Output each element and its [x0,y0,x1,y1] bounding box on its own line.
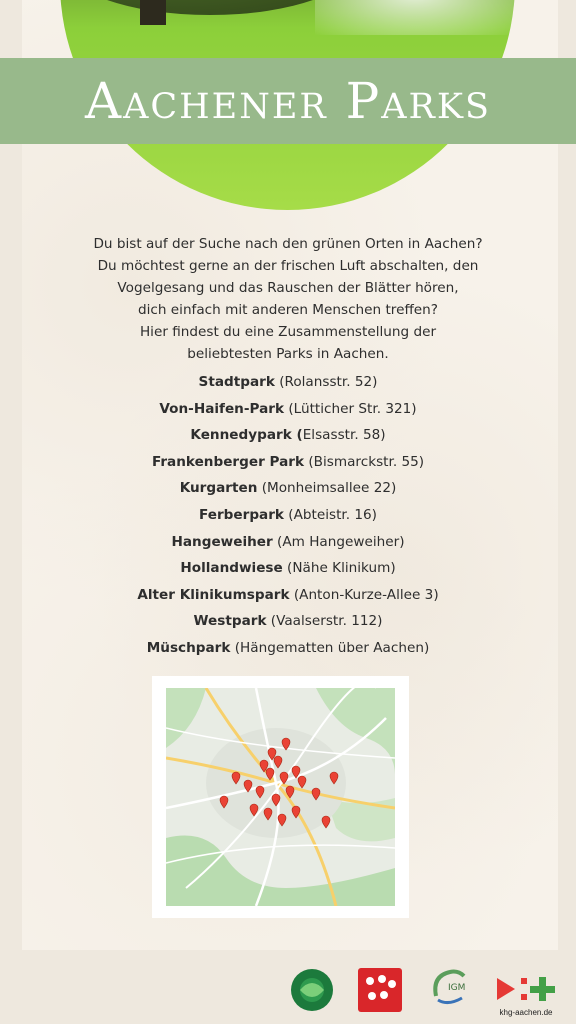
intro-line: Vogelgesang und das Rauschen der Blätter hören, [117,280,459,296]
park-name: Westpark [193,613,267,630]
map-pin-icon[interactable] [266,768,274,780]
park-name: Hollandwiese [180,560,283,577]
map-pin-icon[interactable] [292,806,300,818]
park-address: (Bismarckstr. 55) [304,453,425,470]
park-address: (Hängematten über Aachen) [230,639,430,656]
park-address: (Am Hangeweiher) [272,533,405,550]
map-frame [152,676,409,918]
park-address: Elsasstr. 58) [302,427,386,444]
park-address: (Abteistr. 16) [283,506,377,523]
map-pin-icon[interactable] [312,788,320,800]
map-pin-icon[interactable] [256,786,264,798]
list-item [40,608,536,635]
map-pin-icon[interactable] [298,776,306,788]
intro-line: Du bist auf der Suche nach den grünen Orten in Aachen? [93,236,483,252]
list-item [40,502,536,529]
park-address: (Monheimsallee 22) [257,480,397,497]
students-for-future-logo [290,968,334,1012]
intro-line: beliebtesten Parks in Aachen. [187,346,389,362]
esg-logo [358,968,402,1012]
park-address: (Nähe Klinikum) [282,560,396,577]
logo-bar [0,960,576,1024]
park-list [40,369,536,662]
map-pin-icon[interactable] [244,780,252,792]
list-item [40,582,536,609]
park-name: Kennedypark ( [190,427,303,444]
igm-logo [428,966,474,1016]
park-name: Hangeweiher [171,533,273,550]
list-item [40,422,536,449]
park-name: Von-Haifen-Park [159,400,285,417]
khg-logo [495,972,557,1016]
park-name: Ferberpark [199,506,284,523]
list-item [40,449,536,476]
map-pin-icon[interactable] [232,772,240,784]
map-pin-icon[interactable] [282,738,290,750]
list-item [40,475,536,502]
list-item [40,635,536,662]
intro-text [60,233,516,365]
park-map[interactable] [166,688,395,906]
park-name: Stadtpark [198,374,275,390]
igm-text: IGM [448,983,466,993]
intro-line: Du möchtest gerne an der frischen Luft abschalten, den [97,258,479,274]
map-pin-icon[interactable] [274,756,282,768]
intro-line: dich einfach mit anderen Menschen treffen? [137,302,439,318]
map-pin-icon[interactable] [280,772,288,784]
map-pins [166,688,395,906]
list-item [40,529,536,556]
park-name: Alter Klinikumspark [137,586,290,603]
map-pin-icon[interactable] [250,804,258,816]
list-item [40,369,536,396]
map-pin-icon[interactable] [278,814,286,826]
map-pin-icon[interactable] [292,766,300,778]
map-pin-icon[interactable] [286,786,294,798]
park-address: (Vaalserstr. 112) [266,613,383,630]
map-pin-icon[interactable] [322,816,330,828]
map-pin-icon[interactable] [272,794,280,806]
tree-trunk [140,0,166,25]
intro-line: Hier findest du eine Zusammenstellung der [139,324,437,340]
khg-url[interactable]: khg-aachen.de [499,1008,553,1017]
park-address: (Rolansstr. 52) [274,374,378,390]
map-pin-icon[interactable] [330,772,338,784]
list-item [40,555,536,582]
park-address: (Anton-Kurze-Allee 3) [289,586,439,603]
map-pin-icon[interactable] [264,808,272,820]
sunlight-haze [315,0,515,35]
map-pin-icon[interactable] [220,796,228,808]
page-title: Aachener Parks [84,72,492,130]
list-item [40,396,536,423]
park-name: Müschpark [146,639,231,656]
title-banner [0,58,576,144]
park-address: (Lütticher Str. 321) [284,400,417,417]
park-name: Kurgarten [179,480,258,497]
park-name: Frankenberger Park [151,453,305,470]
